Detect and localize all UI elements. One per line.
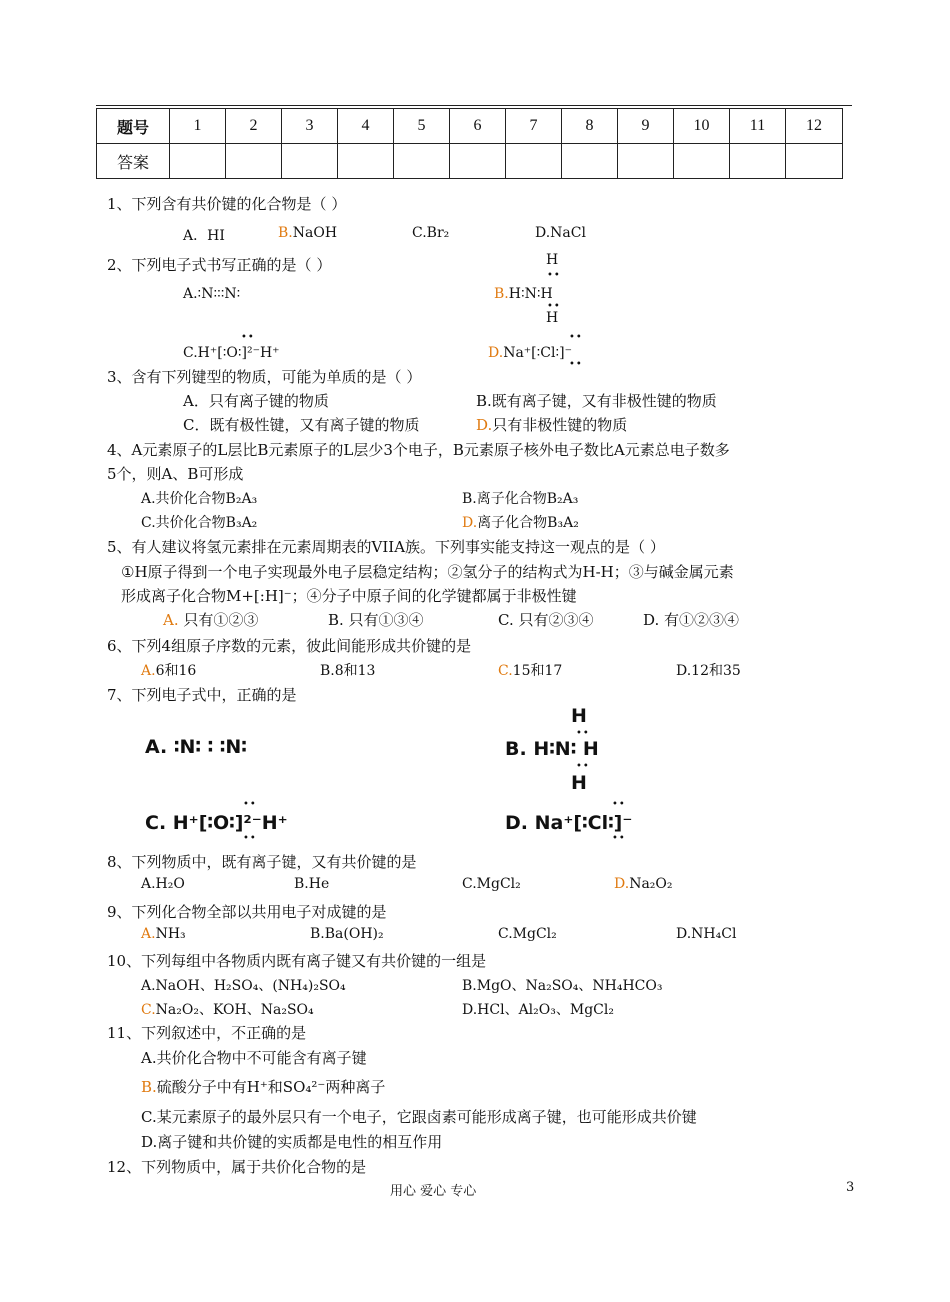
q3-option-d-letter: D. bbox=[476, 416, 493, 434]
q10-option-b: B.MgO、Na₂SO₄、NH₄HCO₃ bbox=[462, 978, 663, 994]
answer-cell-3[interactable] bbox=[282, 144, 338, 179]
table-header-cell: 2 bbox=[226, 109, 282, 144]
q2-option-b-letter: B. bbox=[494, 286, 509, 302]
q9-option-a-text: NH₃ bbox=[155, 926, 186, 942]
q4-option-d bbox=[462, 512, 579, 532]
q2-option-d-letter: D. bbox=[488, 345, 504, 361]
q5-option-a-text: 只有①②③ bbox=[178, 611, 259, 629]
q6-option-c-text: 15和17 bbox=[512, 663, 563, 679]
q2-option-a: A.∶N∶∶∶N∶ bbox=[183, 286, 241, 302]
q5-statement-line2: 形成离子化合物M+[:H]⁻；④分子中原子间的化学键都属于非极性键 bbox=[121, 587, 577, 605]
q2-option-b bbox=[494, 286, 553, 302]
answer-cell-2[interactable] bbox=[226, 144, 282, 179]
q7-d-dots-bottom: •• bbox=[612, 833, 626, 844]
table-header-cell: 4 bbox=[338, 109, 394, 144]
q8-option-a: A.H₂O bbox=[141, 876, 185, 892]
question-1-stem: 1、下列含有共价键的化合物是（ ） bbox=[107, 195, 347, 213]
question-3-stem: 3、含有下列键型的物质，可能为单质的是（ ） bbox=[107, 368, 422, 386]
q6-option-a-letter: A. bbox=[141, 663, 156, 679]
answer-cell-12[interactable] bbox=[786, 144, 843, 179]
answer-table bbox=[96, 108, 843, 179]
q11-option-a: A.共价化合物中不可能含有离子键 bbox=[141, 1049, 367, 1067]
question-6-stem: 6、下列4组原子序数的元素，彼此间能形成共价键的是 bbox=[107, 637, 472, 655]
q2-d-dots-bottom: •• bbox=[569, 359, 583, 370]
q3-option-d-text: 只有非极性键的物质 bbox=[492, 416, 628, 434]
q8-option-d bbox=[614, 876, 673, 892]
answer-cell-8[interactable] bbox=[562, 144, 618, 179]
q10-option-c-text: Na₂O₂、KOH、Na₂SO₄ bbox=[155, 1002, 314, 1018]
q2-b-dots-bottom: •• bbox=[547, 301, 561, 312]
q2-option-d-text: Na⁺[∶Cl∶]⁻ bbox=[503, 345, 572, 361]
q11-option-c: C.某元素原子的最外层只有一个电子，它跟卤素可能形成离子键，也可能形成共价键 bbox=[141, 1108, 697, 1126]
q6-option-c-letter: C. bbox=[498, 663, 513, 679]
footer-motto: 用心 爱心 专心 bbox=[390, 1184, 477, 1199]
q7-option-d: D. Na⁺[∶Cl∶]⁻ bbox=[505, 812, 633, 834]
q11-option-d: D.离子键和共价键的实质都是电性的相互作用 bbox=[141, 1133, 443, 1151]
q3-option-b: B.既有离子键，又有非极性键的物质 bbox=[476, 392, 717, 410]
question-5-stem: 5、有人建议将氢元素排在元素周期表的VIIA族。下列事实能支持这一观点的是（ ） bbox=[107, 538, 665, 556]
q5-option-a bbox=[163, 609, 258, 630]
table-header-cell: 5 bbox=[394, 109, 450, 144]
q11-option-b bbox=[141, 1076, 385, 1097]
table-answer-row bbox=[97, 144, 843, 179]
question-2-stem: 2、下列电子式书写正确的是（ ） bbox=[107, 256, 332, 274]
table-header-cell: 8 bbox=[562, 109, 618, 144]
q3-option-c: C．既有极性键，又有离子键的物质 bbox=[183, 416, 420, 434]
q7-c-dots-top: •• bbox=[243, 799, 257, 810]
answer-cell-10[interactable] bbox=[674, 144, 730, 179]
q8-option-d-letter: D. bbox=[614, 876, 630, 892]
question-10-stem: 10、下列每组中各物质内既有离子键又有共价键的一组是 bbox=[107, 952, 487, 970]
table-row-label: 答案 bbox=[97, 144, 170, 179]
q10-option-a: A.NaOH、H₂SO₄、(NH₄)₂SO₄ bbox=[141, 978, 346, 994]
q6-option-a-text: 6和16 bbox=[155, 663, 197, 679]
q10-option-c-letter: C. bbox=[141, 1002, 156, 1018]
answer-cell-9[interactable] bbox=[618, 144, 674, 179]
q7-option-a: A. ∶N∶ ∶ ∶N∶ bbox=[145, 736, 247, 758]
q2-option-c: C.H⁺[∶O∶]²⁻H⁺ bbox=[183, 345, 280, 361]
q7-c-dots-bottom: •• bbox=[243, 833, 257, 844]
q2-option-d bbox=[488, 345, 572, 361]
q11-option-b-text: 硫酸分子中有H⁺和SO₄²⁻两种离子 bbox=[156, 1078, 386, 1096]
q7-option-b: B. H∶N∶ H bbox=[505, 738, 599, 760]
question-12-stem: 12、下列物质中，属于共价化合物的是 bbox=[107, 1158, 367, 1176]
q9-option-c: C.MgCl₂ bbox=[498, 926, 557, 942]
q7-b-dots-bottom: •• bbox=[576, 761, 590, 772]
q7-option-b-top-h: H bbox=[571, 705, 587, 727]
top-rule bbox=[96, 105, 852, 106]
q1-option-a: A．HI bbox=[183, 228, 225, 244]
q7-b-dots-top: •• bbox=[576, 728, 590, 739]
question-4-stem-line2: 5个，则A、B可形成 bbox=[107, 465, 244, 483]
table-header-cell: 3 bbox=[282, 109, 338, 144]
q8-option-d-text: Na₂O₂ bbox=[629, 876, 673, 892]
q2-b-dots-top: •• bbox=[547, 270, 561, 281]
q6-option-d: D.12和35 bbox=[676, 663, 741, 679]
q1-option-b-text: NaOH bbox=[292, 225, 338, 241]
q1-option-b-letter: B. bbox=[278, 225, 293, 241]
q4-option-c: C.共价化合物B₃A₂ bbox=[141, 515, 258, 531]
q7-option-b-bottom-h: H bbox=[571, 772, 587, 794]
answer-cell-11[interactable] bbox=[730, 144, 786, 179]
table-header-cell: 9 bbox=[618, 109, 674, 144]
q9-option-a-letter: A. bbox=[141, 926, 156, 942]
q4-option-b: B.离子化合物B₂A₃ bbox=[462, 491, 579, 507]
q10-option-c bbox=[141, 999, 314, 1019]
q5-option-a-letter: A. bbox=[163, 611, 179, 629]
question-7-stem: 7、下列电子式中，正确的是 bbox=[107, 686, 297, 704]
q1-option-c: C.Br₂ bbox=[412, 225, 450, 241]
q3-option-d bbox=[476, 414, 627, 435]
q5-option-c: C. 只有②③④ bbox=[498, 611, 594, 629]
q1-option-d: D.NaCl bbox=[535, 225, 586, 241]
q7-d-dots-top: •• bbox=[612, 799, 626, 810]
q9-option-d: D.NH₄Cl bbox=[676, 926, 737, 942]
q8-option-c: C.MgCl₂ bbox=[462, 876, 521, 892]
table-header-cell: 12 bbox=[786, 109, 843, 144]
table-header-cell: 题号 bbox=[97, 109, 170, 144]
table-header-cell: 11 bbox=[730, 109, 786, 144]
answer-cell-7[interactable] bbox=[506, 144, 562, 179]
q6-option-a bbox=[141, 660, 196, 680]
q2-option-b-text: H∶N∶H bbox=[508, 286, 553, 302]
q6-option-b: B.8和13 bbox=[320, 663, 376, 679]
question-4-stem-line1: 4、A元素原子的L层比B元素原子的L层少3个电子，B元素原子核外电子数比A元素总电子数多 bbox=[107, 441, 730, 459]
q3-option-a: A．只有离子键的物质 bbox=[183, 392, 329, 410]
q4-option-a: A.共价化合物B₂A₃ bbox=[141, 491, 258, 507]
q2-d-dots-top: •• bbox=[569, 332, 583, 343]
answer-cell-6[interactable] bbox=[450, 144, 506, 179]
q5-option-d: D. 有①②③④ bbox=[643, 611, 740, 629]
q5-statement-line1: ①H原子得到一个电子实现最外电子层稳定结构；②氢分子的结构式为H-H；③与碱金属元素 bbox=[121, 563, 734, 581]
q1-option-b bbox=[278, 225, 337, 241]
q7-option-c: C. H⁺[∶O∶]²⁻H⁺ bbox=[145, 812, 288, 834]
q5-option-b: B. 只有①③④ bbox=[328, 611, 424, 629]
answer-cell-4[interactable] bbox=[338, 144, 394, 179]
table-header-row bbox=[97, 109, 843, 144]
q9-option-b: B.Ba(OH)₂ bbox=[310, 926, 384, 942]
q4-option-d-letter: D. bbox=[462, 515, 478, 531]
table-header-cell: 6 bbox=[450, 109, 506, 144]
q6-option-c bbox=[498, 660, 562, 680]
answer-cell-1[interactable] bbox=[170, 144, 226, 179]
table-header-cell: 7 bbox=[506, 109, 562, 144]
question-8-stem: 8、下列物质中，既有离子键，又有共价键的是 bbox=[107, 853, 417, 871]
q4-option-d-text: 离子化合物B₃A₂ bbox=[477, 515, 579, 531]
table-header-cell: 10 bbox=[674, 109, 730, 144]
q8-option-b: B.He bbox=[294, 876, 330, 892]
q10-option-d: D.HCl、Al₂O₃、MgCl₂ bbox=[462, 1002, 614, 1018]
q11-option-b-letter: B. bbox=[141, 1078, 157, 1096]
answer-cell-5[interactable] bbox=[394, 144, 450, 179]
page-number: 3 bbox=[846, 1180, 855, 1195]
q2-c-dots: •• bbox=[241, 332, 255, 343]
table-header-cell: 1 bbox=[170, 109, 226, 144]
q9-option-a bbox=[141, 926, 186, 942]
question-11-stem: 11、下列叙述中，不正确的是 bbox=[107, 1024, 307, 1042]
question-9-stem: 9、下列化合物全部以共用电子对成键的是 bbox=[107, 903, 387, 921]
q2-option-b-top-h: H bbox=[546, 252, 559, 268]
q2-option-b-bottom-h: H bbox=[546, 310, 559, 326]
